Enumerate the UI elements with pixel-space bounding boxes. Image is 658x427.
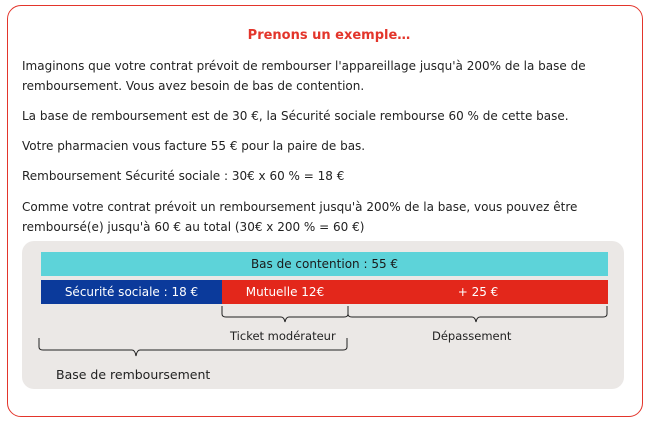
paragraph-invoice: Votre pharmacien vous facture 55 € pour la paire de bas. — [22, 139, 366, 153]
paragraph-intro: Imaginons que votre contrat prévoit de rembourser l'appareillage jusqu'à 200% de la base de remboursement. Vous avez besoin de bas de contention. — [22, 59, 586, 93]
mutuelle-bar: Mutuelle 12€ — [222, 280, 348, 304]
paragraph-secu-calc: Remboursement Sécurité sociale : 30€ x 60 % = 18 € — [22, 169, 345, 183]
ticket-brace — [222, 306, 348, 322]
secu-bar: Sécurité sociale : 18 € — [41, 280, 222, 304]
paragraph-contract: Comme votre contrat prévoit un remboursement jusqu'à 200% de la base, vous pouvez être remboursé(e) jusqu'à 60 € au total (30€ x 200 % = 60 €) — [22, 200, 578, 234]
example-title: Prenons un exemple… — [247, 28, 411, 43]
base-label: Base de remboursement — [56, 367, 211, 382]
depassement-brace — [348, 306, 607, 322]
depassement-bar: + 25 € — [348, 280, 608, 304]
paragraph-base: La base de remboursement est de 30 €, la Sécurité sociale rembourse 60 % de cette base. — [22, 109, 569, 123]
depassement-label: Dépassement — [432, 329, 512, 343]
ticket-label: Ticket modérateur — [230, 329, 336, 343]
total-cost-bar: Bas de contention : 55 € — [41, 252, 608, 276]
